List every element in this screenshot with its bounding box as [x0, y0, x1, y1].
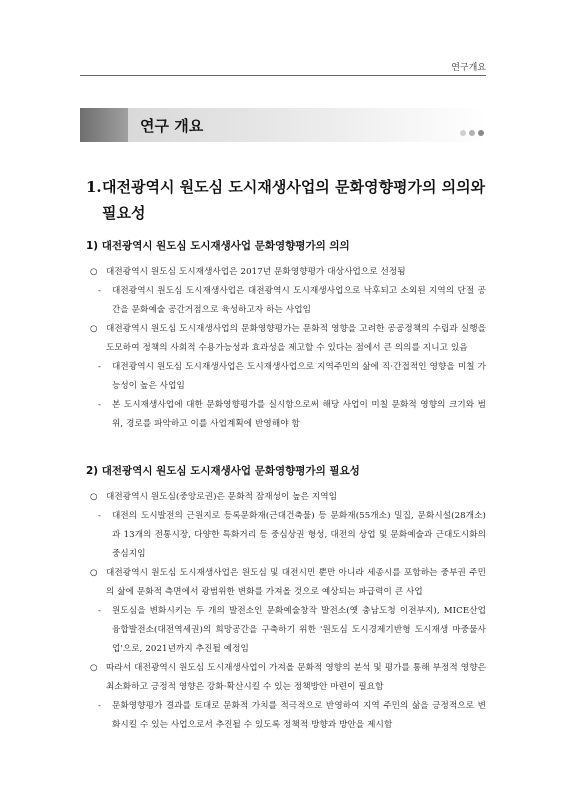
item-text: 문화영향평가 결과를 토대로 문화적 가치를 적극적으로 반영하여 지역 주민의 삶을 긍정적으로 변화시킬 수 있는 사업으로서 추진될 수 있도록 정책적 방향과 방안을 제시함 — [112, 701, 486, 730]
dot — [469, 130, 475, 136]
bullet-dash-icon: - — [98, 511, 102, 521]
list-item — [90, 396, 486, 434]
bullet-circle-icon: ○ — [90, 267, 98, 277]
item-text: 따라서 대전광역시 원도심 도시재생사업이 가져올 문화적 영향의 분석 및 평가를 통해 부정적 영향은 최소화하고 긍정적 영향은 강화·확산시킬 수 있는 정책방안 마련이 필요함 — [106, 663, 486, 692]
dot — [460, 130, 466, 136]
bullet-dash-icon: - — [98, 362, 102, 372]
section1-heading: 1) 대전광역시 원도심 도시재생사업 문화영향평가의 의의 — [86, 240, 350, 252]
list-item — [90, 263, 486, 282]
item-text: 대전광역시 원도심 도시재생사업은 2017년 문화영향평가 대상사업으로 선정됨 — [106, 267, 406, 277]
bullet-dash-icon: - — [98, 286, 102, 296]
bullet-circle-icon: ○ — [90, 568, 98, 578]
bullet-dash-icon: - — [98, 701, 102, 711]
header-rule — [80, 75, 486, 76]
item-text: 대전광역시 원도심 도시재생사업은 도시재생사업으로 지역주민의 삶에 직·간접적인 영향을 미칠 가능성이 높은 사업임 — [112, 362, 486, 391]
chapter-title-line2: 필요성 — [102, 204, 146, 222]
item-text: 대전광역시 원도심 도시재생사업은 원도심 및 대전시민 뿐만 아니라 세종시를 포함하는 중부권 주민의 삶에 문화적 측면에서 광범위한 변화를 가져올 것으로 예상되는 파급력이 큰 사업 — [106, 568, 486, 597]
list-item — [90, 282, 486, 320]
item-text: 본 도시재생사업에 대한 문화영향평가를 실시함으로써 해당 사업이 미칠 문화적 영향의 크기와 범위, 경로를 파악하고 이를 사업계획에 반영해야 함 — [112, 400, 486, 429]
banner-bar — [128, 108, 486, 142]
list-item — [90, 659, 486, 697]
section1-body — [90, 263, 486, 434]
list-item — [90, 507, 486, 564]
item-text: 대전의 도시발전의 근원지로 등록문화재(근대건축물) 등 문화재(55개소) 밀집, 문화시설(28개소)과 13개의 전통시장, 다양한 특화거리 등 중심상권 형성, 대전의 상업 및 문화예술과 근대도시화의 중심지임 — [112, 511, 486, 559]
chapter-title — [86, 174, 486, 226]
list-item — [90, 320, 486, 358]
banner-accent — [80, 108, 128, 142]
list-item — [90, 602, 486, 659]
bullet-circle-icon: ○ — [90, 324, 98, 334]
chapter-number: 1. — [86, 178, 102, 196]
banner-dots-icon — [460, 130, 484, 136]
bullet-dash-icon: - — [98, 606, 102, 616]
dot — [478, 130, 484, 136]
list-item — [90, 564, 486, 602]
section-banner — [80, 108, 486, 142]
section2-heading: 2) 대전광역시 원도심 도시재생사업 문화영향평가의 필요성 — [86, 465, 360, 477]
list-item — [90, 697, 486, 735]
bullet-circle-icon: ○ — [90, 663, 98, 673]
item-text: 대전광역시 원도심 도시재생사업의 문화영향평가는 문화적 영향을 고려한 공공정책의 수립과 실행을 도모하여 정책의 사회적 수용가능성과 효과성을 제고할 수 있다는 점에서 큰 의의를 지니고 있음 — [106, 324, 486, 353]
item-text: 원도심을 변화시키는 두 개의 발전소인 문화예술창작 발전소(옛 충남도청 이전부지), MICE산업 융합발전소(대전역세권)의 희망공간을 구축하기 위한 '원도심 도시경제기반형 도시재생 마중물사업'으로, 2021년까지 추진될 예정임 — [112, 606, 486, 654]
list-item — [90, 488, 486, 507]
section2-body — [90, 488, 486, 735]
item-text: 대전광역시 원도심 도시재생사업은 대전광역시 도시재생사업으로 낙후되고 소외된 지역의 단절 공간을 문화예술 공간거점으로 육성하고자 하는 사업임 — [112, 286, 486, 315]
bullet-circle-icon: ○ — [90, 492, 98, 502]
list-item — [90, 358, 486, 396]
bullet-dash-icon: - — [98, 400, 102, 410]
chapter-title-line1: 대전광역시 원도심 도시재생사업의 문화영향평가의 의의와 — [102, 178, 486, 196]
banner-title: 연구 개요 — [140, 116, 204, 135]
item-text: 대전광역시 원도심(중앙로권)은 문화적 잠재성이 높은 지역임 — [106, 492, 338, 502]
running-header: 연구개요 — [451, 63, 486, 73]
